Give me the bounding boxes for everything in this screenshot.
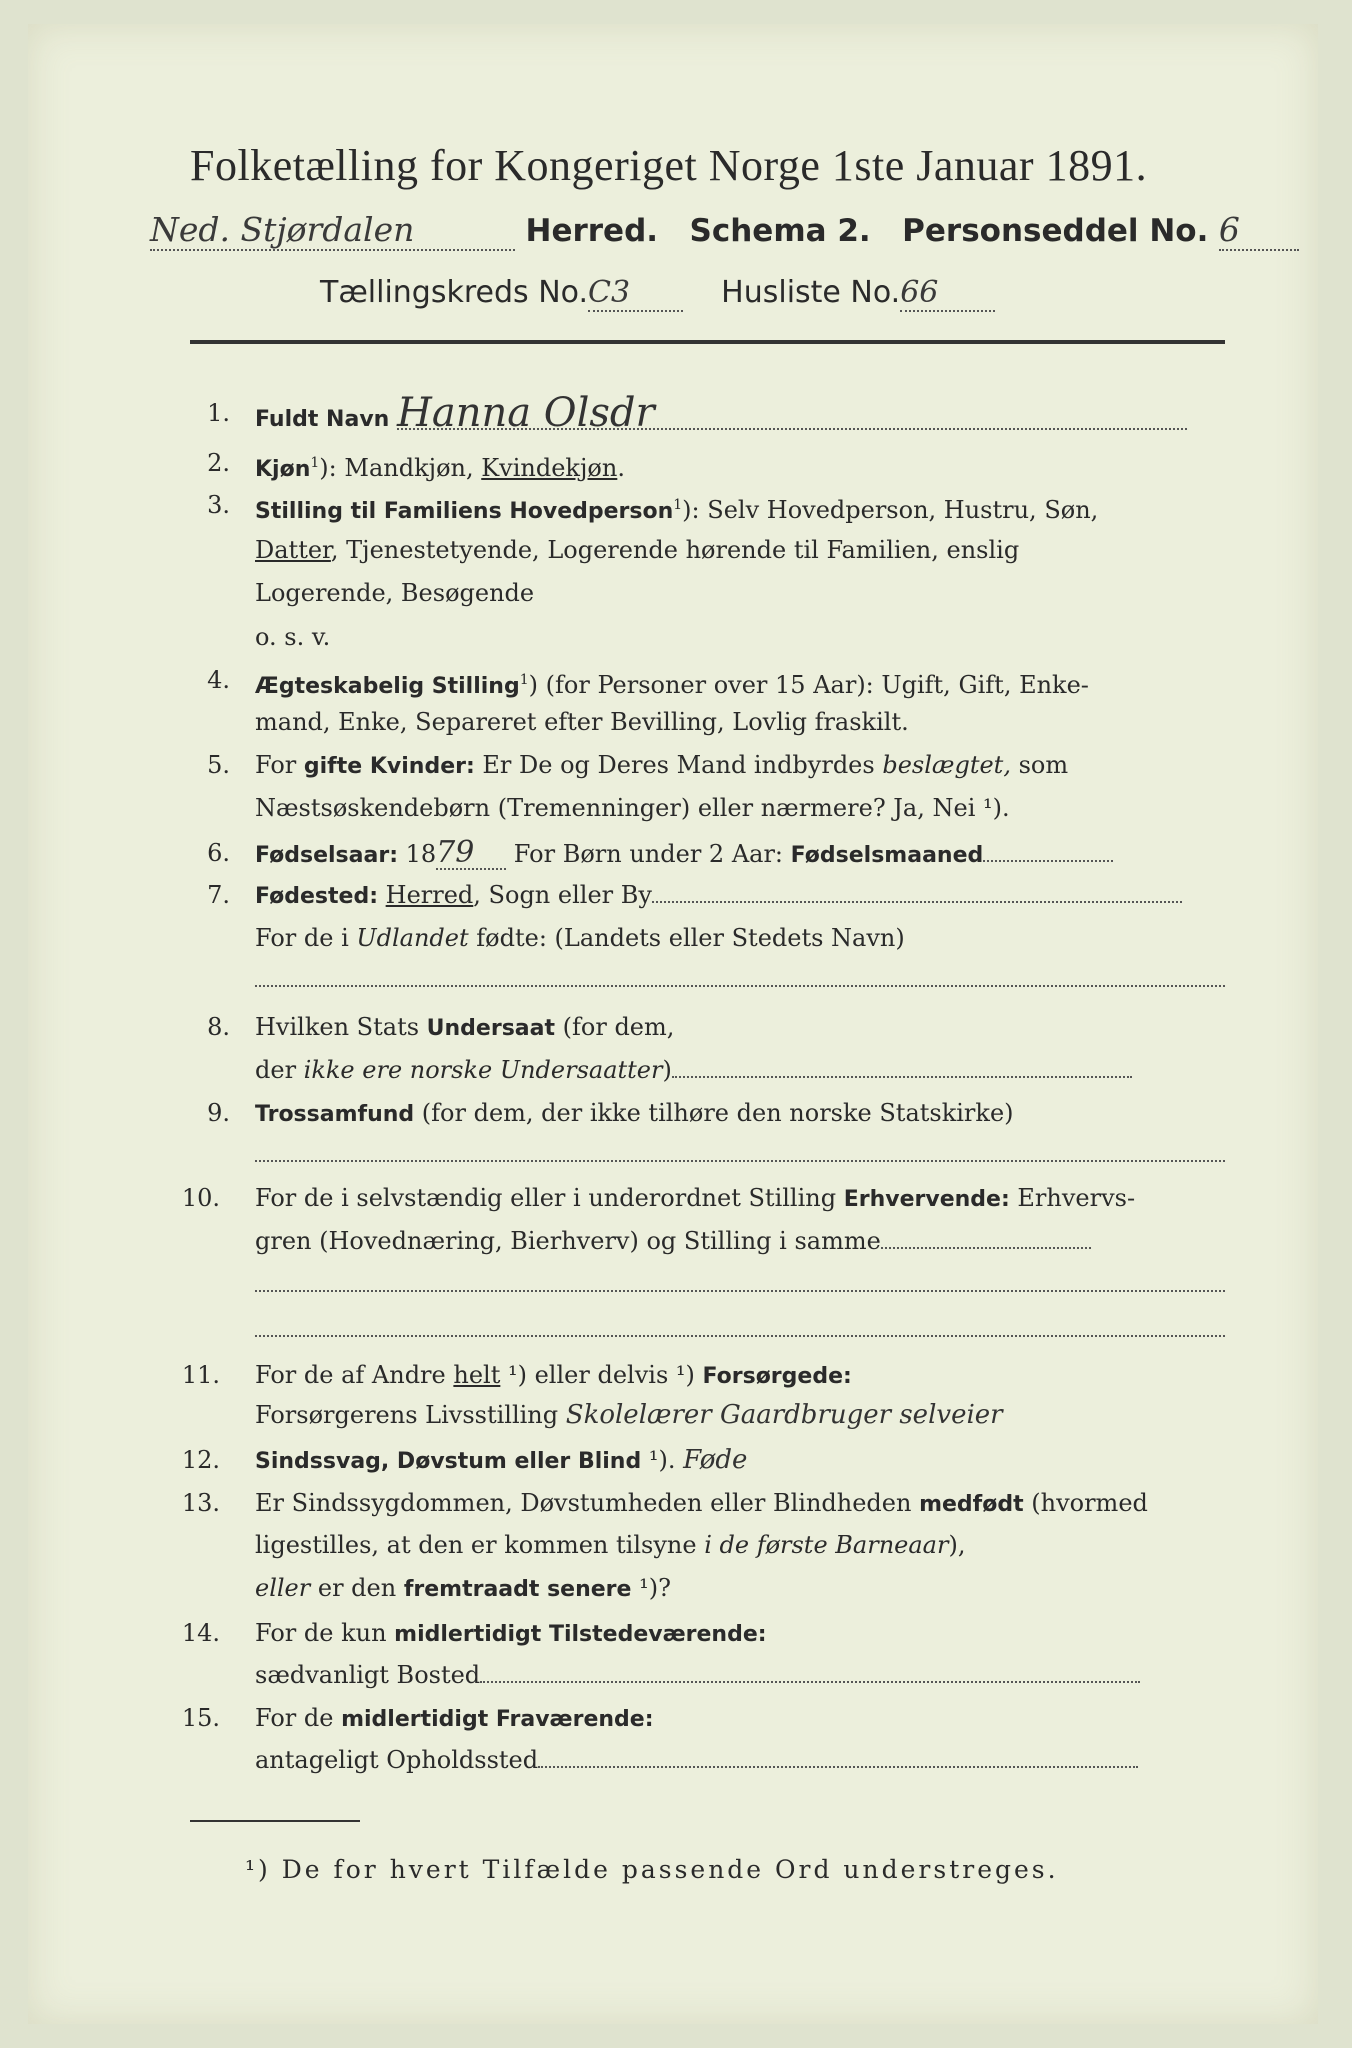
full-name-value: Hanna Olsdr (397, 398, 1187, 430)
personseddel-value: 6 (1219, 210, 1299, 251)
taellingskreds-label: Tællingskreds No. (320, 275, 588, 310)
provider-occupation-value: Skolelærer Gaardbruger selveier (565, 1400, 1003, 1430)
header-line-herred (150, 210, 1240, 251)
herred-value: Ned. Stjørdalen (150, 210, 515, 251)
personseddel-label: Personseddel No. (902, 213, 1209, 249)
disability-value: Føde (683, 1445, 748, 1475)
taellingskreds-value: C3 (588, 275, 683, 312)
birth-year-value: 79 (436, 838, 506, 870)
footnote-rule (190, 1820, 360, 1822)
herred-label: Herred. (525, 213, 659, 249)
header-line-kreds (320, 275, 995, 312)
sex-selected: Kvindekjøn (481, 454, 618, 482)
schema-label: Schema 2. (689, 213, 871, 249)
header-rule (190, 340, 1225, 344)
position-selected: Datter (255, 536, 331, 564)
footnote: ¹) De for hvert Tilfælde passende Ord understreges. (245, 1855, 1059, 1884)
husliste-value: 66 (900, 275, 995, 312)
husliste-label: Husliste No. (721, 275, 901, 310)
form-title: Folketælling for Kongeriget Norge 1ste Januar 1891. (190, 141, 1148, 190)
